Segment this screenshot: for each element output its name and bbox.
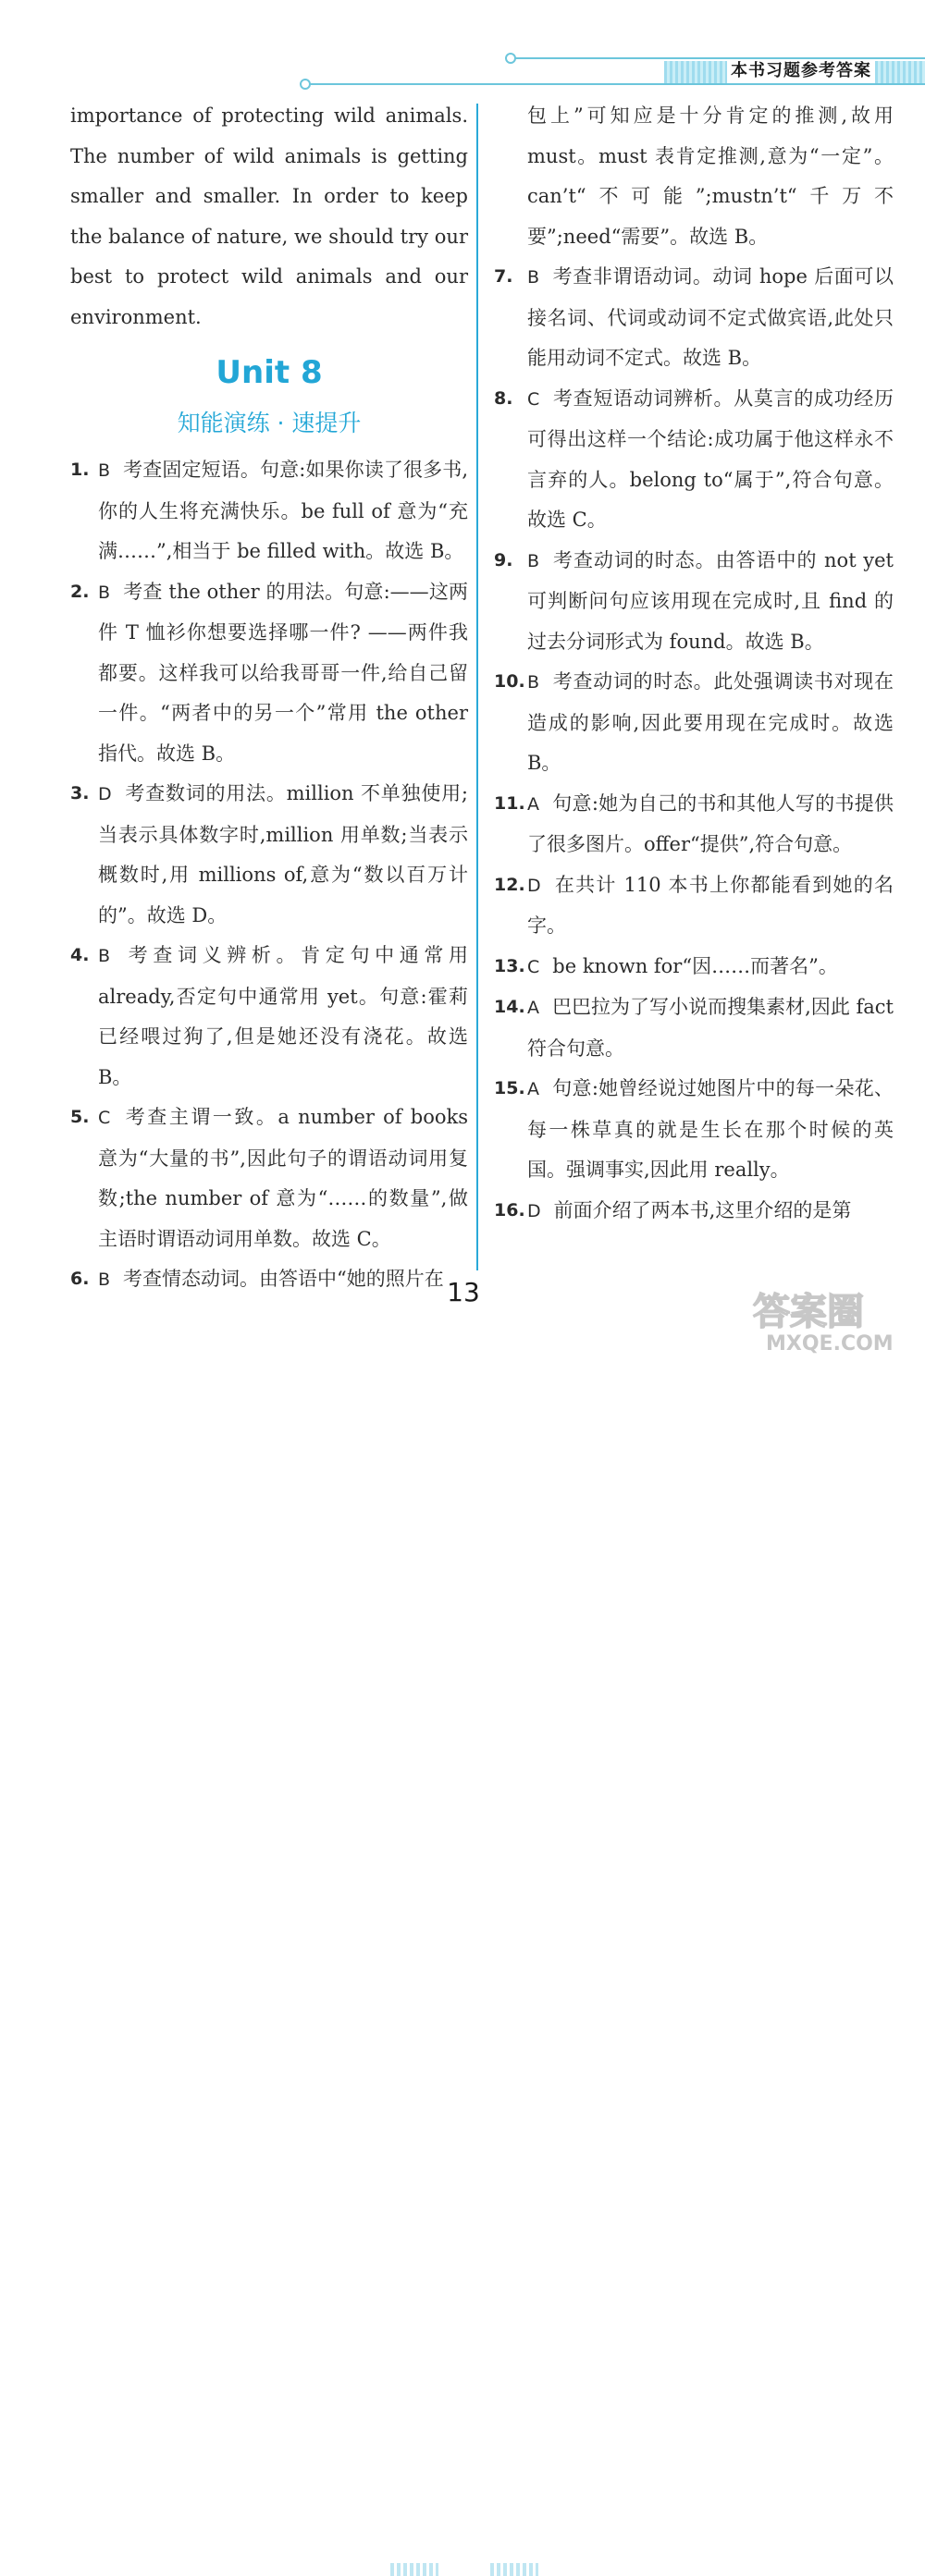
answer-item	[494, 1191, 894, 1233]
answer-item	[494, 379, 894, 541]
column-divider	[476, 104, 478, 1270]
watermark-logo	[747, 1280, 923, 1355]
item-number: 11.	[494, 792, 525, 814]
item-number: 12.	[494, 874, 525, 895]
item-number: 16.	[494, 1199, 525, 1221]
answer-item	[494, 987, 894, 1069]
unit-title: Unit 8	[216, 354, 323, 391]
header-dot-lower	[300, 79, 311, 90]
answer-item	[70, 774, 468, 936]
item-number: 1.	[70, 460, 90, 480]
item-answer: A	[527, 793, 539, 815]
item-explanation: 考查数词的用法。million 不单独使用;当表示具体数字时,million 用单数;当表示概数时,用 millions of,意为“数以百万计的”。故选 D。	[98, 782, 468, 926]
item-answer: A	[527, 998, 539, 1018]
item-answer: C	[98, 1108, 111, 1128]
item-number: 3.	[70, 783, 90, 803]
item-explanation: 前面介绍了两本书,这里介绍的是第	[553, 1198, 852, 1221]
page-number: 13	[447, 1277, 480, 1307]
left-column	[70, 96, 468, 1301]
item-explanation: 考查 the other 的用法。句意:——这两件 T 恤衫你想要选择哪一件? ——两件我都要。这样我可以给我哥哥一件,给自己留一件。“两者中的另一个”常用 the other 指代。故选 B。	[98, 580, 468, 765]
answer-item	[494, 662, 894, 784]
item-answer: B	[527, 550, 540, 571]
item-number: 13.	[494, 955, 525, 976]
right-column	[494, 96, 894, 1232]
item-number: 7.	[494, 266, 513, 287]
watermark-url: MXQE.COM	[766, 1332, 894, 1355]
item-answer: C	[527, 388, 540, 410]
item-explanation: be known for“因……而著名”。	[552, 954, 838, 977]
answer-item	[494, 541, 894, 663]
item-number: 8.	[494, 387, 513, 409]
watermark-text: 答案圈	[753, 1291, 864, 1333]
item-answer: D	[98, 784, 112, 804]
answer-item	[70, 572, 468, 775]
continued-explanation	[494, 96, 894, 257]
item-answer: D	[527, 1200, 541, 1221]
answer-item	[70, 936, 468, 1098]
item-explanation: 句意:她为自己的书和其他人写的书提供了很多图片。offer“提供”,符合句意。	[527, 791, 894, 855]
answer-item	[70, 1098, 468, 1259]
header-title: 本书习题参考答案	[727, 59, 875, 83]
item-answer: B	[98, 582, 111, 603]
item-answer: B	[527, 267, 540, 288]
item-number: 15.	[494, 1078, 525, 1098]
item-number: 6.	[70, 1269, 90, 1289]
item-number: 14.	[494, 997, 525, 1017]
item-answer: C	[527, 956, 540, 977]
header-rule-lower	[305, 83, 925, 85]
item-explanation: 考查非谓语动词。动词 hope 后面可以接名词、代词或动词不定式做宾语,此处只能用动词不定式。故选 B。	[527, 265, 894, 369]
item-explanation: 考查情态动词。由答语中“她的照片在	[123, 1268, 444, 1290]
item-explanation: 考查主谓一致。a number of books 意为“大量的书”,因此句子的谓语动词用复数;the number of 意为“……的数量”,做主语时谓语动词用单数。故选 C。	[98, 1106, 468, 1250]
item-number: 10.	[494, 671, 525, 692]
item-explanation: 巴巴拉为了写小说而搜集素材,因此 fact 符合句意。	[527, 996, 894, 1060]
item-answer: B	[527, 672, 540, 693]
item-explanation: 考查动词的时态。由答语中的 not yet 可判断问句应该用现在完成时,且 find 的过去分词形式为 found。故选 B。	[527, 548, 894, 653]
item-answer: D	[527, 875, 541, 896]
item-answer: B	[98, 1270, 111, 1290]
answer-item	[494, 947, 894, 988]
item-number: 4.	[70, 945, 90, 965]
answer-item	[494, 865, 894, 947]
intro-paragraph: importance of protecting wild animals. The number of wild animals is getting smaller and smaller. In order to keep the balance of nature, we should try our best to protect wild animals and our environment.	[70, 104, 468, 328]
answer-item	[494, 784, 894, 865]
header-dot-left	[505, 53, 516, 64]
item-answer: B	[98, 460, 111, 481]
item-number: 5.	[70, 1107, 90, 1127]
item-number: 9.	[494, 549, 513, 570]
page-header	[0, 0, 925, 92]
item-answer: A	[527, 1079, 539, 1099]
item-explanation: 考查词义辨析。肯定句中通常用 already,否定句中通常用 yet。句意:霍莉已经喂过狗了,但是她还没有浇花。故选 B。	[98, 944, 468, 1088]
item-explanation: 包上”可知应是十分肯定的推测,故用 must。must 表肯定推测,意为“一定”。can’t“不可能”;mustn’t“千万不要”;need“需要”。故选 B。	[527, 104, 894, 248]
section-title: 知能演练 · 速提升	[177, 410, 362, 436]
footer-deco-right	[490, 2563, 538, 2576]
answer-item	[70, 450, 468, 572]
answer-item	[494, 1069, 894, 1191]
footer-deco-left	[390, 2563, 438, 2576]
item-explanation: 在共计 110 本书上你都能看到她的名字。	[527, 873, 894, 937]
item-answer: B	[98, 946, 111, 966]
item-explanation: 考查动词的时态。此处强调读书对现在造成的影响,因此要用现在完成时。故选 B。	[527, 670, 894, 774]
item-number: 2.	[70, 581, 90, 602]
answer-item	[494, 257, 894, 379]
item-explanation: 考查短语动词辨析。从莫言的成功经历可得出这样一个结论:成功属于他这样永不言弃的人。belong to“属于”,符合句意。故选 C。	[527, 386, 894, 531]
item-explanation: 句意:她曾经说过她图片中的每一朵花、每一株草真的就是生长在那个时候的英国。强调事实,因此用 really。	[527, 1077, 894, 1181]
item-explanation: 考查固定短语。句意:如果你读了很多书,你的人生将充满快乐。be full of 意为“充满……”,相当于 be filled with。故选 B。	[98, 459, 468, 562]
